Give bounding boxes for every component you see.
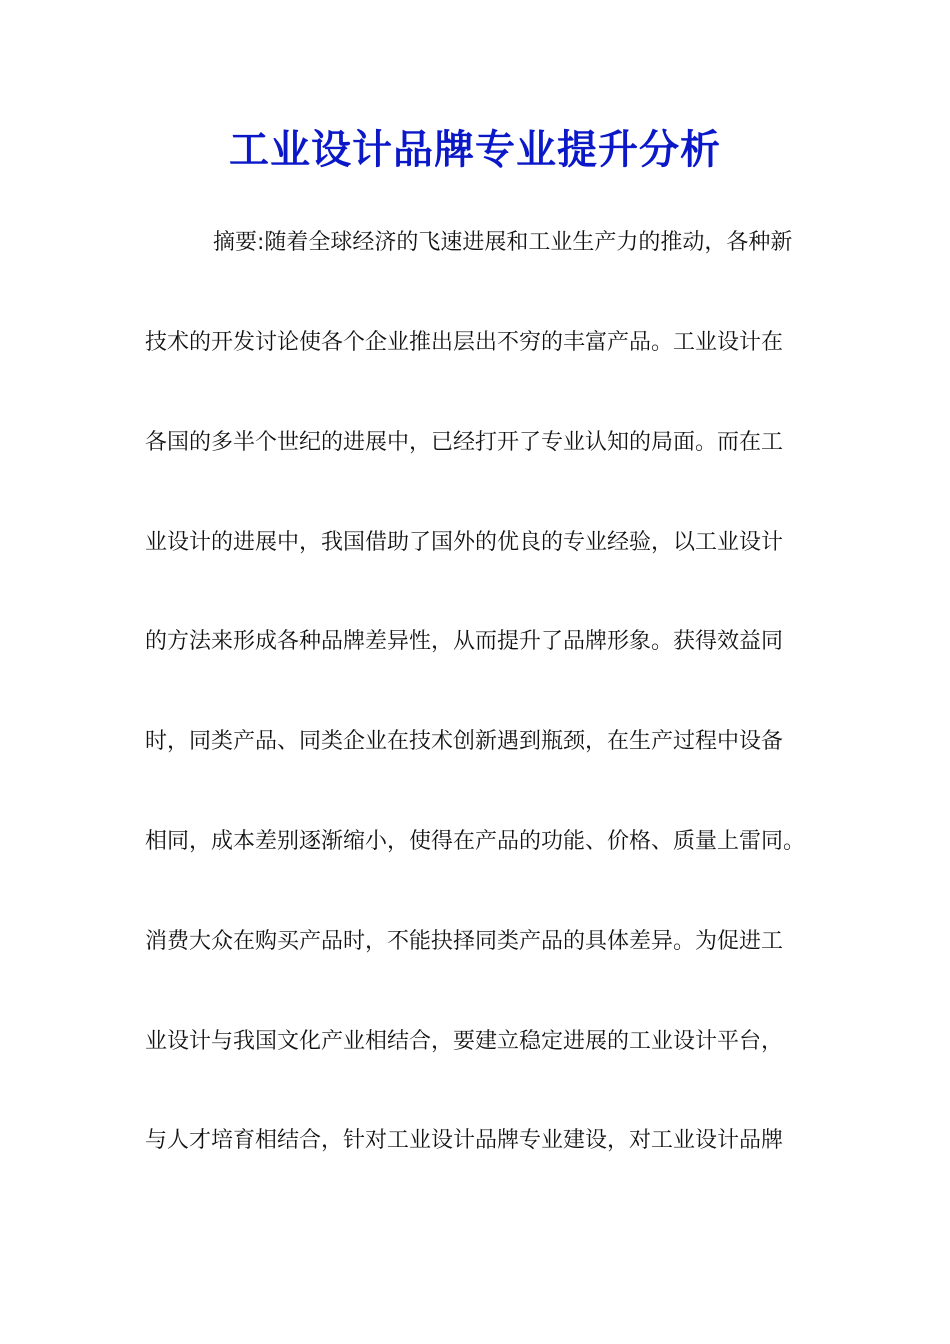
abstract-line-3: 各国的多半个世纪的进展中，已经打开了专业认知的局面。而在工	[145, 430, 784, 455]
abstract-line-8: 消费大众在购买产品时，不能抉择同类产品的具体差异。为促进工	[145, 929, 784, 954]
abstract-line-10: 与人才培育相结合，针对工业设计品牌专业建设，对工业设计品牌	[145, 1128, 784, 1153]
abstract-line-6: 时，同类产品、同类企业在技术创新遇到瓶颈，在生产过程中设备	[145, 729, 784, 754]
abstract-line-5: 的方法来形成各种品牌差异性，从而提升了品牌形象。获得效益同	[145, 629, 784, 654]
abstract-line-2: 技术的开发讨论使各个企业推出层出不穷的丰富产品。工业设计在	[145, 330, 784, 355]
abstract-line-7: 相同，成本差别逐渐缩小，使得在产品的功能、价格、质量上雷同。	[145, 829, 806, 854]
abstract-line-4: 业设计的进展中，我国借助了国外的优良的专业经验，以工业设计	[145, 530, 784, 555]
abstract-line-1: 摘要:随着全球经济的飞速进展和工业生产力的推动，各种新	[213, 230, 793, 255]
abstract-line-9: 业设计与我国文化产业相结合，要建立稳定进展的工业设计平台，	[145, 1029, 784, 1054]
document-title: 工业设计品牌专业提升分析	[229, 126, 721, 173]
